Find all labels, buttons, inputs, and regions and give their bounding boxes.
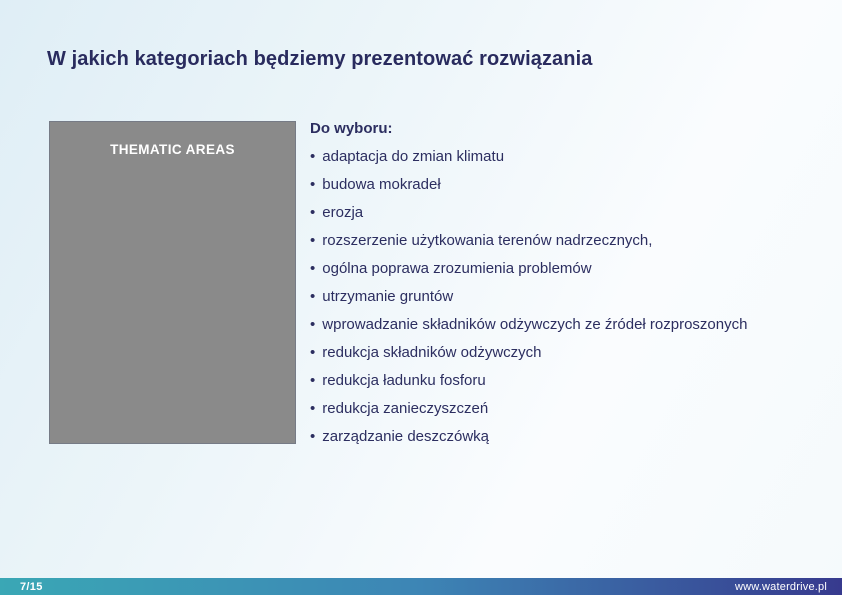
list-item: [310, 395, 747, 423]
bullet-icon: •: [310, 344, 316, 361]
footer-bar: [0, 578, 842, 595]
list-item: [310, 143, 747, 171]
list-item: [310, 171, 747, 199]
list-item-text: adaptacja do zmian klimatu: [322, 148, 505, 165]
thematic-areas-box: [49, 121, 296, 444]
list-item: [310, 367, 747, 395]
bullet-icon: •: [310, 176, 316, 193]
list-item-text: rozszerzenie użytkowania terenów nadrzecznych,: [322, 232, 653, 249]
bullet-icon: •: [310, 260, 316, 277]
list-item-text: wprowadzanie składników odżywczych ze źródeł rozproszonych: [322, 316, 748, 333]
bullet-icon: •: [310, 428, 316, 445]
list-item: [310, 255, 747, 283]
list-item-text: redukcja składników odżywczych: [322, 344, 542, 361]
bullet-icon: •: [310, 204, 316, 221]
list-item: [310, 339, 747, 367]
choice-list: [310, 115, 747, 451]
bullet-icon: •: [310, 232, 316, 249]
list-item-text: zarządzanie deszczówką: [322, 428, 490, 445]
list-item: [310, 199, 747, 227]
thematic-areas-label: THEMATIC AREAS: [110, 142, 235, 157]
bullet-icon: •: [310, 148, 316, 165]
bullet-icon: •: [310, 372, 316, 389]
bullet-icon: •: [310, 316, 316, 333]
list-item-text: redukcja zanieczyszczeń: [322, 400, 489, 417]
list-item: [310, 227, 747, 255]
list-item-text: budowa mokradeł: [322, 176, 441, 193]
page-number: 7/15: [20, 580, 43, 593]
bullet-icon: •: [310, 400, 316, 417]
list-item-text: redukcja ładunku fosforu: [322, 372, 486, 389]
page-title: W jakich kategoriach będziemy prezentować rozwiązania: [47, 48, 593, 70]
bullet-icon: •: [310, 288, 316, 305]
list-item-text: utrzymanie gruntów: [322, 288, 454, 305]
list-heading: Do wyboru:: [310, 120, 393, 137]
list-item: [310, 423, 747, 451]
list-item: [310, 311, 747, 339]
list-item: [310, 283, 747, 311]
footer-url[interactable]: www.waterdrive.pl: [734, 580, 827, 593]
list-item-text: ogólna poprawa zrozumienia problemów: [322, 260, 592, 277]
list-item-text: erozja: [322, 204, 364, 221]
